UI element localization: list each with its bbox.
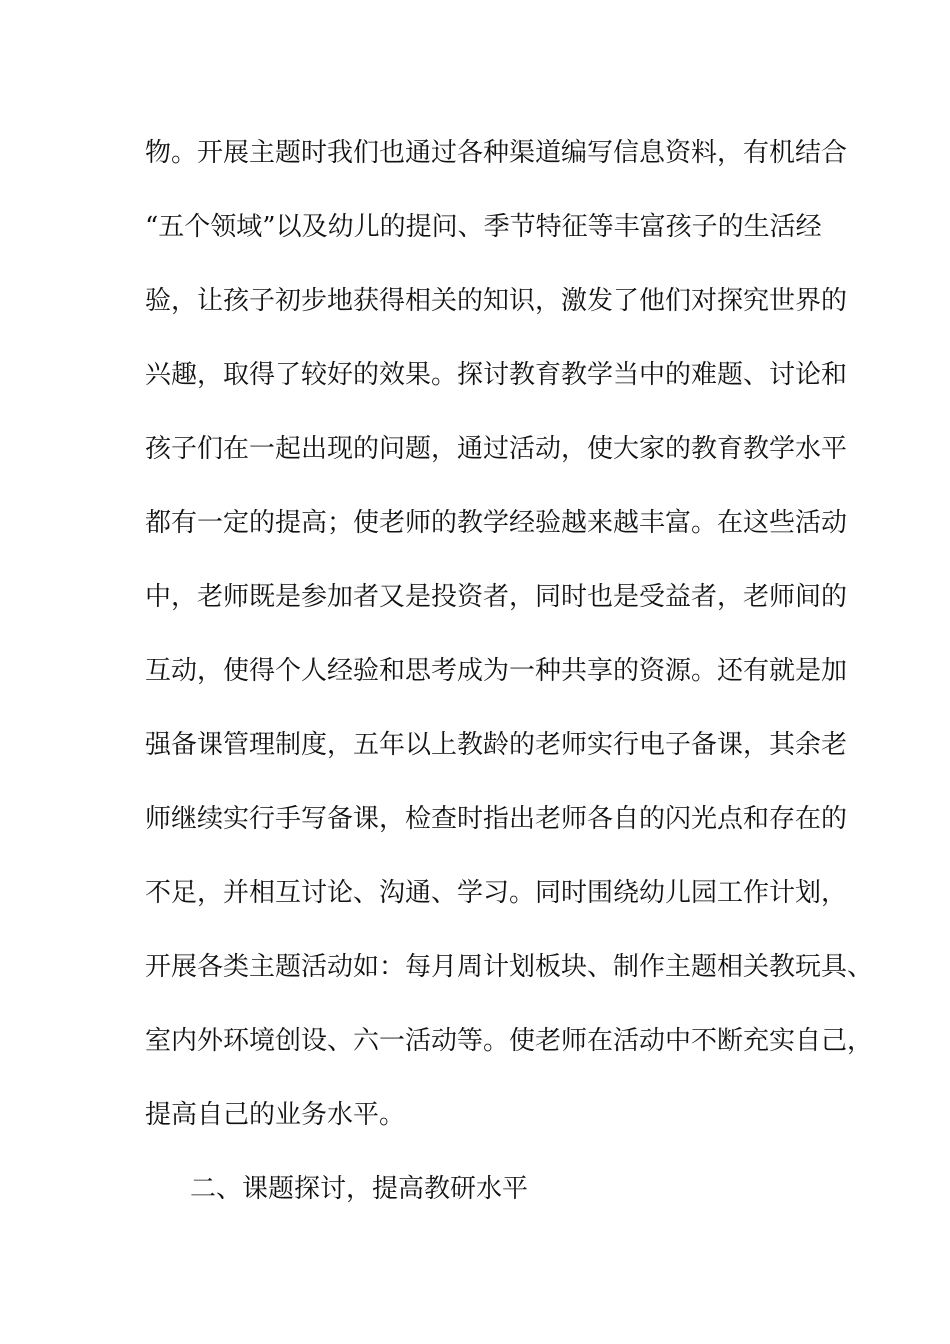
section-heading: 二、课题探讨，提高教研水平 <box>190 1174 529 1204</box>
body-text-line: 提高自己的业务水平。 <box>145 1100 406 1130</box>
body-text-line: 互动，使得个人经验和思考成为一种共享的资源。还有就是加 <box>145 656 848 686</box>
body-text-line: 师继续实行手写备课，检查时指出老师各自的闪光点和存在的 <box>145 804 848 834</box>
body-text-line: 不足，并相互讨论、沟通、学习。同时围绕幼儿园工作计划， <box>145 878 848 908</box>
body-text-line: 强备课管理制度，五年以上教龄的老师实行电子备课，其余老 <box>145 730 848 760</box>
body-text-line: 物。开展主题时我们也通过各种渠道编写信息资料，有机结合 <box>145 138 848 168</box>
body-text-line: 室内外环境创设、六一活动等。使老师在活动中不断充实自己， <box>145 1026 874 1056</box>
body-text-line: 验，让孩子初步地获得相关的知识，激发了他们对探究世界的 <box>145 286 848 316</box>
body-text-line: 孩子们在一起出现的问题，通过活动，使大家的教育教学水平 <box>145 434 848 464</box>
body-text-line: 兴趣，取得了较好的效果。探讨教育教学当中的难题、讨论和 <box>145 360 848 390</box>
body-text-line: 开展各类主题活动如：每月周计划板块、制作主题相关教玩具、 <box>145 952 874 982</box>
body-text-line: “五个领域”以及幼儿的提问、季节特征等丰富孩子的生活经 <box>145 212 822 242</box>
body-text-line: 都有一定的提高；使老师的教学经验越来越丰富。在这些活动 <box>145 508 848 538</box>
body-text-line: 中，老师既是参加者又是投资者，同时也是受益者，老师间的 <box>145 582 848 612</box>
